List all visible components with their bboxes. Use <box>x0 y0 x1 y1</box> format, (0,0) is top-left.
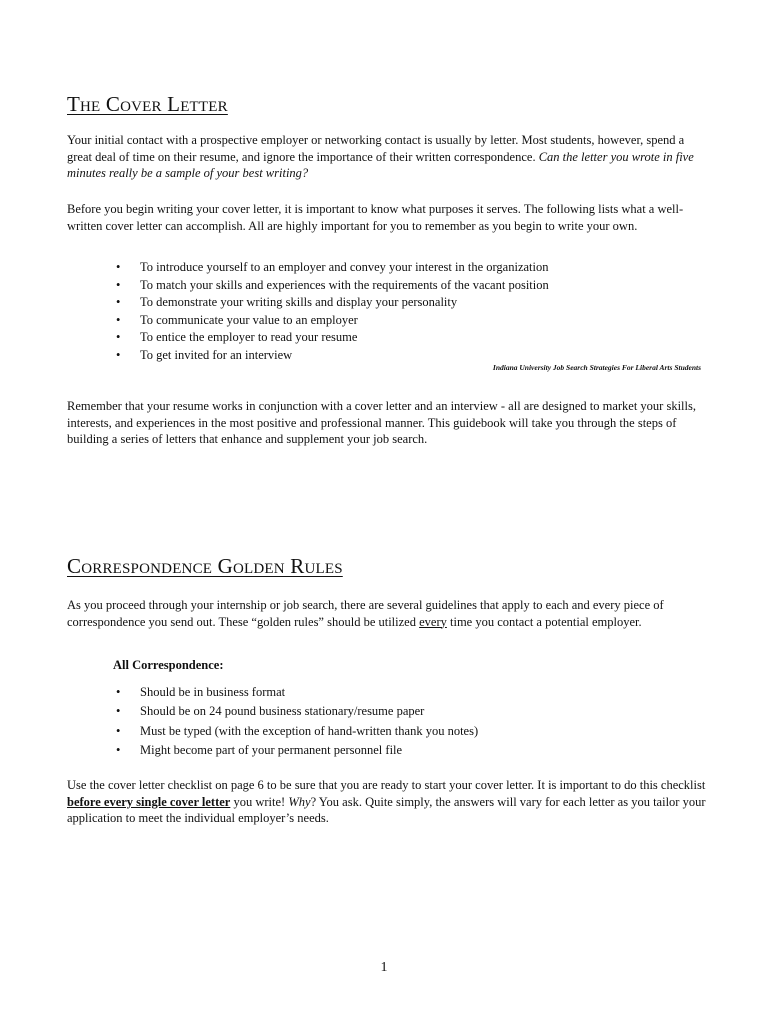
list-item <box>115 312 549 330</box>
checklist-bold: before every single cover letter <box>67 794 231 809</box>
bullet-icon: • <box>116 723 121 738</box>
list-item-text: Should be in business format <box>140 685 286 699</box>
bullet-icon: • <box>116 277 121 292</box>
intro-paragraph <box>67 132 707 182</box>
list-item <box>115 347 549 365</box>
every-underlined: every <box>419 614 447 629</box>
list-item <box>115 294 549 312</box>
list-item <box>115 329 549 347</box>
rules-list <box>115 683 478 760</box>
list-item <box>115 259 549 277</box>
bullet-icon: • <box>116 330 121 345</box>
bullet-icon: • <box>116 347 121 362</box>
intro-emphasis: Can the letter you wrote in five minutes really be a sample of your best writing? <box>67 149 694 180</box>
section-heading-golden-rules: Correspondence Golden Rules <box>67 554 343 578</box>
list-item <box>115 741 478 760</box>
golden-rules-intro-paragraph <box>67 597 707 630</box>
bullet-icon: • <box>116 312 121 327</box>
checklist-paragraph <box>67 777 707 827</box>
purposes-list <box>115 259 549 365</box>
checklist-part2: you write! <box>230 794 289 809</box>
list-item-text: Might become part of your permanent personnel file <box>140 742 403 757</box>
list-item-text: To demonstrate your writing skills and display your personality <box>140 295 458 310</box>
list-item <box>115 277 549 295</box>
list-item-text: To communicate your value to an employer <box>140 312 358 327</box>
list-item-text: Must be typed (with the exception of hand-written thank you notes) <box>140 723 479 738</box>
checklist-part1: Use the cover letter checklist on page 6 to be sure that you are ready to start your cover letter. It is important to do this checklist <box>67 778 706 792</box>
source-citation: Indiana University Job Search Strategies For Liberal Arts Students <box>492 363 701 372</box>
list-item-text: To match your skills and experiences with the requirements of the vacant position <box>140 277 549 292</box>
checklist-part3: ? You ask. Quite simply, the answers will vary for each letter as you tailor your application to meet the individual employer’s needs. <box>67 794 706 825</box>
bullet-icon: • <box>116 295 121 310</box>
bullet-icon: • <box>116 260 121 274</box>
closing-paragraph: Remember that your resume works in conjunction with a cover letter and an interview - all are designed to market your skills, interests, and experiences in the most positive and professional manner. This guidebook will take you through the steps of building a series of letters that enhance and supplement your job search. <box>67 399 696 446</box>
golden-rules-intro-after: time you contact a potential employer. <box>446 614 642 629</box>
section-heading-cover-letter: The Cover Letter <box>67 92 228 116</box>
list-item <box>115 683 478 702</box>
bullet-icon: • <box>116 685 121 699</box>
page-number: 1 <box>380 960 388 975</box>
all-correspondence-subheading: All Correspondence: <box>113 658 224 672</box>
bullet-icon: • <box>116 742 121 757</box>
checklist-why: Why <box>288 794 311 809</box>
list-item-text: Should be on 24 pound business stationary/resume paper <box>140 704 425 719</box>
golden-rules-intro-before: As you proceed through your internship or job search, there are several guidelines that apply to each and every piece of correspondence you send out. These “golden rules” should be utilized <box>67 598 664 629</box>
bullet-icon: • <box>116 704 121 719</box>
list-item-text: To introduce yourself to an employer and convey your interest in the organization <box>140 260 549 274</box>
list-item <box>115 722 478 741</box>
list-item-text: To get invited for an interview <box>140 347 293 362</box>
purposes-intro-paragraph: Before you begin writing your cover letter, it is important to know what purposes it serves. The following lists what a well-written cover letter can accomplish. All are highly important for you to remember as you begin to write your own. <box>67 202 684 233</box>
intro-text: Your initial contact with a prospective employer or networking contact is usually by letter. Most students, however, spend a great deal of time on their resume, and ignore the importance of their written correspondence. <box>67 133 685 164</box>
list-item <box>115 702 478 721</box>
list-item-text: To entice the employer to read your resume <box>140 330 358 345</box>
